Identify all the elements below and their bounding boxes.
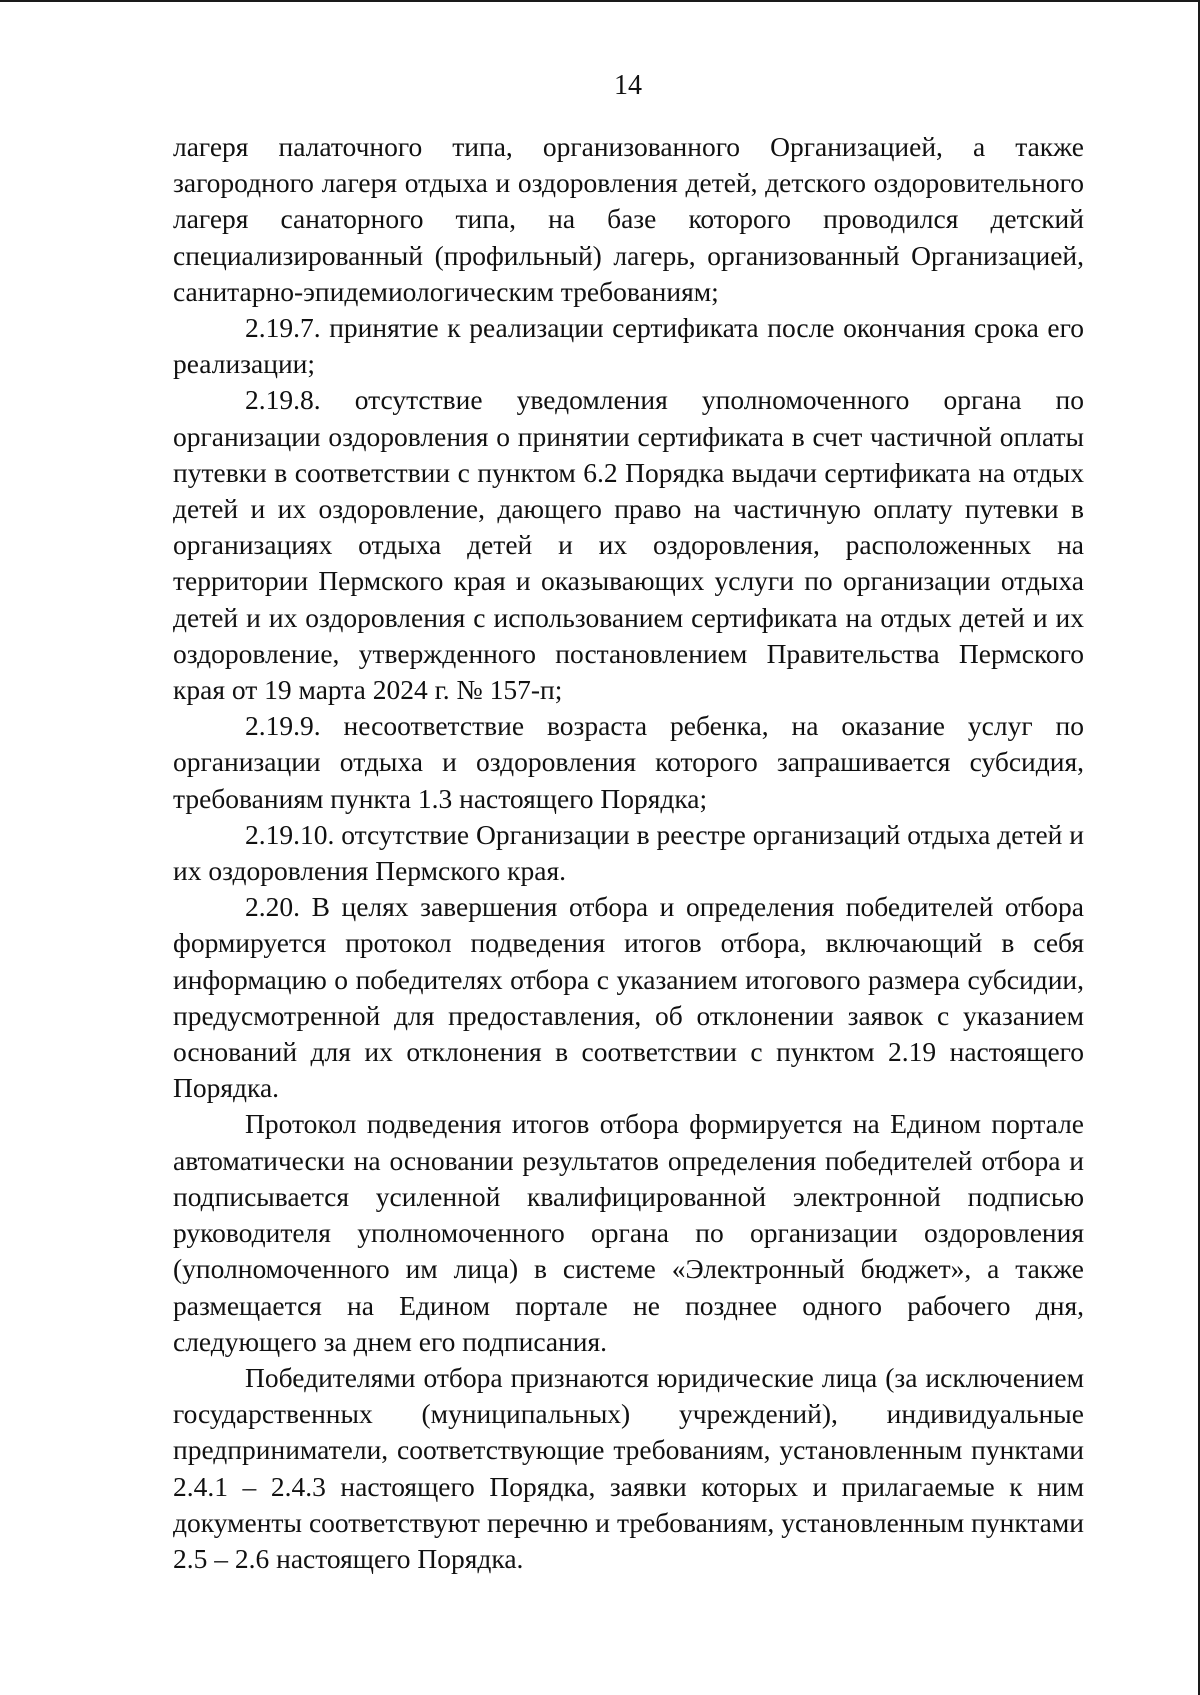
paragraph-2-19-8: 2.19.8. отсутствие уведомления уполномоченного органа по организации оздоровления о принятии сертификата в счет частичной оплаты путевки в соответствии с пунктом 6.2 Порядка выдачи сертификата на отдых детей и их оздоровление, дающего право на частичную оплату путевки в организациях отдыха детей и их оздоровления, расположенных на территории Пермского края и оказывающих услуги по организации отдыха детей и их оздоровления с использованием сертификата на отдых детей и их оздоровление, утвержденного постановлением Правительства Пермского края от 19 марта 2024 г. № 157-п; — [173, 384, 1084, 706]
document-body — [173, 129, 1084, 1577]
paragraph-winners: Победителями отбора признаются юридические лица (за исключением государственных (муниципальных) учреждений), индивидуальные предприниматели, соответствующие требованиям, установленным пунктами 2.4.1 – 2.4.3 настоящего Порядка, заявки которых и прилагаемые к ним документы соответствуют перечню и требованиям, установленным пунктами 2.5 – 2.6 настоящего Порядка. — [173, 1361, 1084, 1574]
paragraph-continuation: лагеря палаточного типа, организованного Организацией, а также загородного лагеря отдыха и оздоровления детей, детского оздоровительного лагеря санаторного типа, на базе которого проводился детский специализированный (профильный) лагерь, организованный Организацией, санитарно-эпидемиологическим требованиям; — [173, 131, 1084, 307]
paragraph-2-19-10: 2.19.10. отсутствие Организации в реестре организаций отдыха детей и их оздоровления Пермского края. — [173, 818, 1084, 887]
page-number: 14 — [614, 70, 642, 101]
paragraph-2-19-9: 2.19.9. несоответствие возраста ребенка, на оказание услуг по организации отдыха и оздоровления которого запрашивается субсидия, требованиям пункта 1.3 настоящего Порядка; — [173, 710, 1084, 814]
paragraph-protocol: Протокол подведения итогов отбора формируется на Едином портале автоматически на основании результатов определения победителей отбора и подписывается усиленной квалифицированной электронной подписью руководителя уполномоченного органа по организации оздоровления (уполномоченного им лица) в системе «Электронный бюджет», а также размещается на Едином портале не позднее одного рабочего дня, следующего за днем его подписания. — [173, 1108, 1084, 1357]
paragraph-2-20: 2.20. В целях завершения отбора и определения победителей отбора формируется протокол подведения итогов отбора, включающий в себя информацию о победителях отбора с указанием итогового размера субсидии, предусмотренной для предоставления, об отклонении заявок с указанием оснований для их отклонения в соответствии с пунктом 2.19 настоящего Порядка. — [173, 891, 1084, 1104]
paragraph-2-19-7: 2.19.7. принятие к реализации сертификата после окончания срока его реализации; — [173, 312, 1084, 380]
